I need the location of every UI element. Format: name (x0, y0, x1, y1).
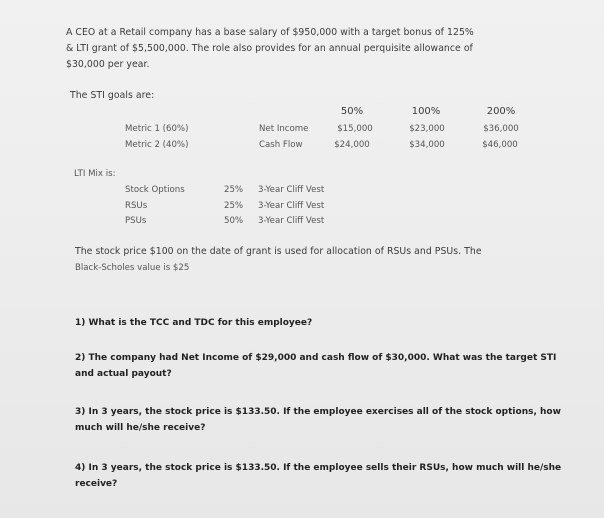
sti-row-1-value-200: $36,000 (483, 124, 519, 134)
sti-header-50: 50% (340, 106, 364, 117)
sti-header-100: 100% (411, 106, 441, 117)
lti-label: LTI Mix is: (74, 169, 116, 179)
lti-row-2-type: RSUs (125, 201, 148, 211)
question-1: 1) What is the TCC and TDC for this employee? (75, 318, 313, 328)
question-2-line-1: 2) The company had Net Income of $29,000 and cash flow of $30,000. What was the target STI (75, 353, 557, 363)
sti-row-2-value-50: $24,000 (334, 140, 370, 150)
sti-row-2-measure: Cash Flow (259, 140, 303, 150)
lti-row-2-vest: 3-Year Cliff Vest (258, 201, 325, 211)
note-line-2: Black-Scholes value is $25 (75, 263, 190, 273)
lti-row-3-vest: 3-Year Cliff Vest (258, 216, 325, 226)
sti-row-1-metric: Metric 1 (60%) (125, 124, 189, 134)
question-3-line-1: 3) In 3 years, the stock price is $133.50. If the employee exercises all of the stock options, how (75, 407, 561, 417)
sti-header-200: 200% (486, 106, 516, 117)
question-3-line-2: much will he/she receive? (75, 423, 206, 433)
question-4-line-1: 4) In 3 years, the stock price is $133.50. If the employee sells their RSUs, how much will he/she (75, 463, 562, 473)
note-line-1: The stock price $100 on the date of grant is used for allocation of RSUs and PSUs. The (75, 246, 482, 257)
sti-label: The STI goals are: (70, 90, 155, 101)
question-2-line-2: and actual payout? (75, 369, 172, 379)
lti-row-1-vest: 3-Year Cliff Vest (258, 185, 325, 195)
lti-row-1-type: Stock Options (125, 185, 185, 195)
sti-row-1-value-100: $23,000 (409, 124, 445, 134)
lti-row-1-pct: 25% (224, 185, 244, 195)
intro-line-1: A CEO at a Retail company has a base salary of $950,000 with a target bonus of 125% (66, 27, 474, 38)
sti-row-2-value-200: $46,000 (482, 140, 518, 150)
sti-row-1-measure: Net Income (259, 124, 309, 134)
lti-row-2-pct: 25% (224, 201, 244, 211)
lti-row-3-pct: 50% (224, 216, 244, 226)
question-4-line-2: receive? (75, 479, 118, 489)
intro-line-2: & LTI grant of $5,500,000. The role also provides for an annual perquisite allowance of (66, 43, 473, 54)
sti-row-2-metric: Metric 2 (40%) (125, 140, 189, 150)
sti-row-1-value-50: $15,000 (337, 124, 373, 134)
lti-row-3-type: PSUs (125, 216, 147, 226)
intro-line-3: $30,000 per year. (66, 59, 150, 70)
sti-row-2-value-100: $34,000 (409, 140, 445, 150)
